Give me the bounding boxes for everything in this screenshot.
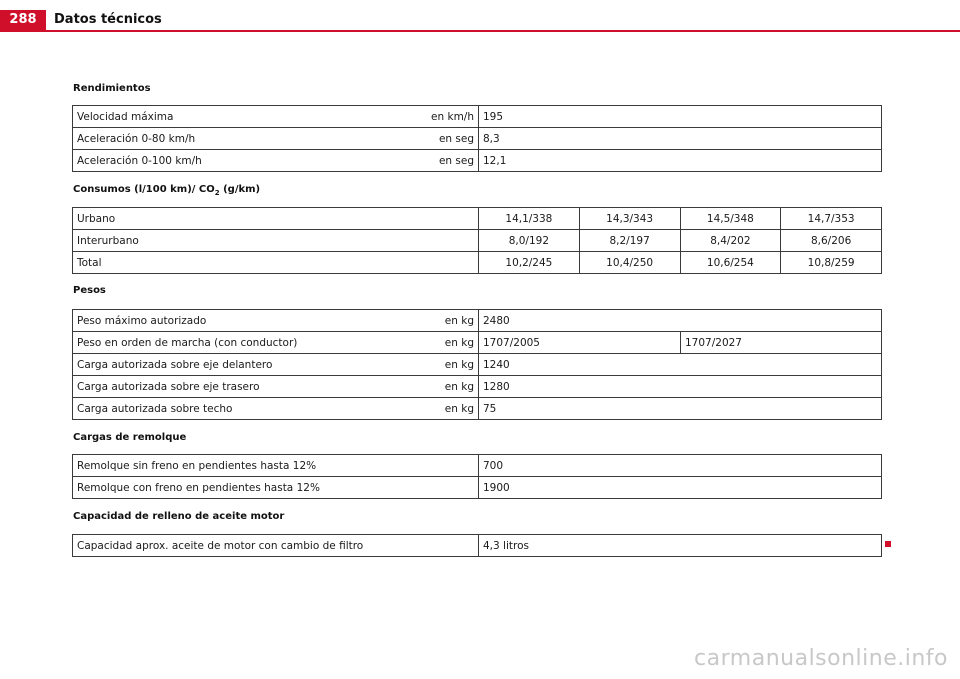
row-label bbox=[73, 376, 479, 398]
table-aceite bbox=[72, 534, 882, 557]
row-label bbox=[73, 310, 479, 332]
table-row bbox=[73, 128, 882, 150]
label-text: Carga autorizada sobre techo bbox=[77, 402, 233, 415]
title-tail: (g/km) bbox=[219, 184, 261, 195]
label-text: Carga autorizada sobre eje trasero bbox=[77, 380, 260, 393]
row-value: 1707/2005 bbox=[479, 332, 681, 354]
table-row bbox=[73, 106, 882, 128]
section-title-aceite: Capacidad de relleno de aceite motor bbox=[73, 511, 285, 522]
label-text: Peso en orden de marcha (con conductor) bbox=[77, 336, 298, 349]
row-label bbox=[73, 150, 479, 172]
row-value: 4,3 litros bbox=[479, 535, 882, 557]
table-row bbox=[73, 332, 882, 354]
row-value: 8,0/192 bbox=[479, 230, 580, 252]
row-label bbox=[73, 332, 479, 354]
section-title-remolque: Cargas de remolque bbox=[73, 432, 187, 443]
row-value: 8,4/202 bbox=[680, 230, 781, 252]
table-pesos bbox=[72, 309, 882, 420]
unit-text: en km/h bbox=[431, 110, 474, 123]
page-title: Datos técnicos bbox=[54, 12, 162, 27]
page-header bbox=[0, 0, 960, 32]
row-value: 8,6/206 bbox=[781, 230, 882, 252]
row-label bbox=[73, 128, 479, 150]
row-value: 12,1 bbox=[479, 150, 882, 172]
row-value: 1240 bbox=[479, 354, 882, 376]
row-value: 700 bbox=[479, 455, 882, 477]
label-text: Peso máximo autorizado bbox=[77, 314, 207, 327]
table-row bbox=[73, 535, 882, 557]
row-value: 14,7/353 bbox=[781, 208, 882, 230]
unit-text: en seg bbox=[438, 154, 474, 167]
row-value: 14,3/343 bbox=[579, 208, 680, 230]
row-value: 8,2/197 bbox=[579, 230, 680, 252]
table-rendimientos bbox=[72, 105, 882, 172]
row-value: 8,3 bbox=[479, 128, 882, 150]
row-value: 14,5/348 bbox=[680, 208, 781, 230]
row-value: 2480 bbox=[479, 310, 882, 332]
row-value: 1900 bbox=[479, 477, 882, 499]
row-value-2: 1707/2027 bbox=[681, 332, 882, 354]
end-of-section-marker bbox=[885, 541, 891, 547]
label-text: Velocidad máxima bbox=[77, 110, 174, 123]
row-label: Interurbano bbox=[73, 230, 479, 252]
label-text: Carga autorizada sobre eje delantero bbox=[77, 358, 273, 371]
section-title-consumos bbox=[73, 184, 260, 197]
table-row bbox=[73, 208, 882, 230]
row-label: Remolque con freno en pendientes hasta 12% bbox=[73, 477, 479, 499]
row-label: Capacidad aprox. aceite de motor con cambio de filtro bbox=[73, 535, 479, 557]
row-value: 10,6/254 bbox=[680, 252, 781, 274]
row-label bbox=[73, 106, 479, 128]
row-label: Remolque sin freno en pendientes hasta 12% bbox=[73, 455, 479, 477]
page-number: 288 bbox=[0, 10, 46, 30]
unit-text: en seg bbox=[438, 132, 474, 145]
row-value: 10,4/250 bbox=[579, 252, 680, 274]
section-title-pesos: Pesos bbox=[73, 285, 106, 296]
watermark: carmanualsonline.info bbox=[694, 646, 948, 671]
row-value: 10,8/259 bbox=[781, 252, 882, 274]
header-rule bbox=[0, 30, 960, 32]
row-value: 195 bbox=[479, 106, 882, 128]
table-row bbox=[73, 150, 882, 172]
title-subscript: 2 bbox=[214, 189, 220, 197]
section-title-rendimientos: Rendimientos bbox=[73, 83, 151, 94]
unit-text: en kg bbox=[444, 358, 474, 371]
row-label: Total bbox=[73, 252, 479, 274]
row-label bbox=[73, 398, 479, 420]
table-row bbox=[73, 230, 882, 252]
title-main: Consumos (l/100 km)/ CO bbox=[73, 184, 215, 195]
table-row bbox=[73, 455, 882, 477]
row-value: 1280 bbox=[479, 376, 882, 398]
table-consumos bbox=[72, 207, 882, 274]
row-label bbox=[73, 354, 479, 376]
row-value: 14,1/338 bbox=[479, 208, 580, 230]
row-label: Urbano bbox=[73, 208, 479, 230]
table-remolque bbox=[72, 454, 882, 499]
table-row bbox=[73, 376, 882, 398]
table-row bbox=[73, 354, 882, 376]
unit-text: en kg bbox=[444, 380, 474, 393]
table-row bbox=[73, 310, 882, 332]
unit-text: en kg bbox=[444, 402, 474, 415]
table-row bbox=[73, 252, 882, 274]
unit-text: en kg bbox=[444, 336, 474, 349]
unit-text: en kg bbox=[444, 314, 474, 327]
label-text: Aceleración 0-80 km/h bbox=[77, 132, 196, 145]
row-value: 75 bbox=[479, 398, 882, 420]
table-row bbox=[73, 477, 882, 499]
row-value: 10,2/245 bbox=[479, 252, 580, 274]
label-text: Aceleración 0-100 km/h bbox=[77, 154, 202, 167]
table-row bbox=[73, 398, 882, 420]
